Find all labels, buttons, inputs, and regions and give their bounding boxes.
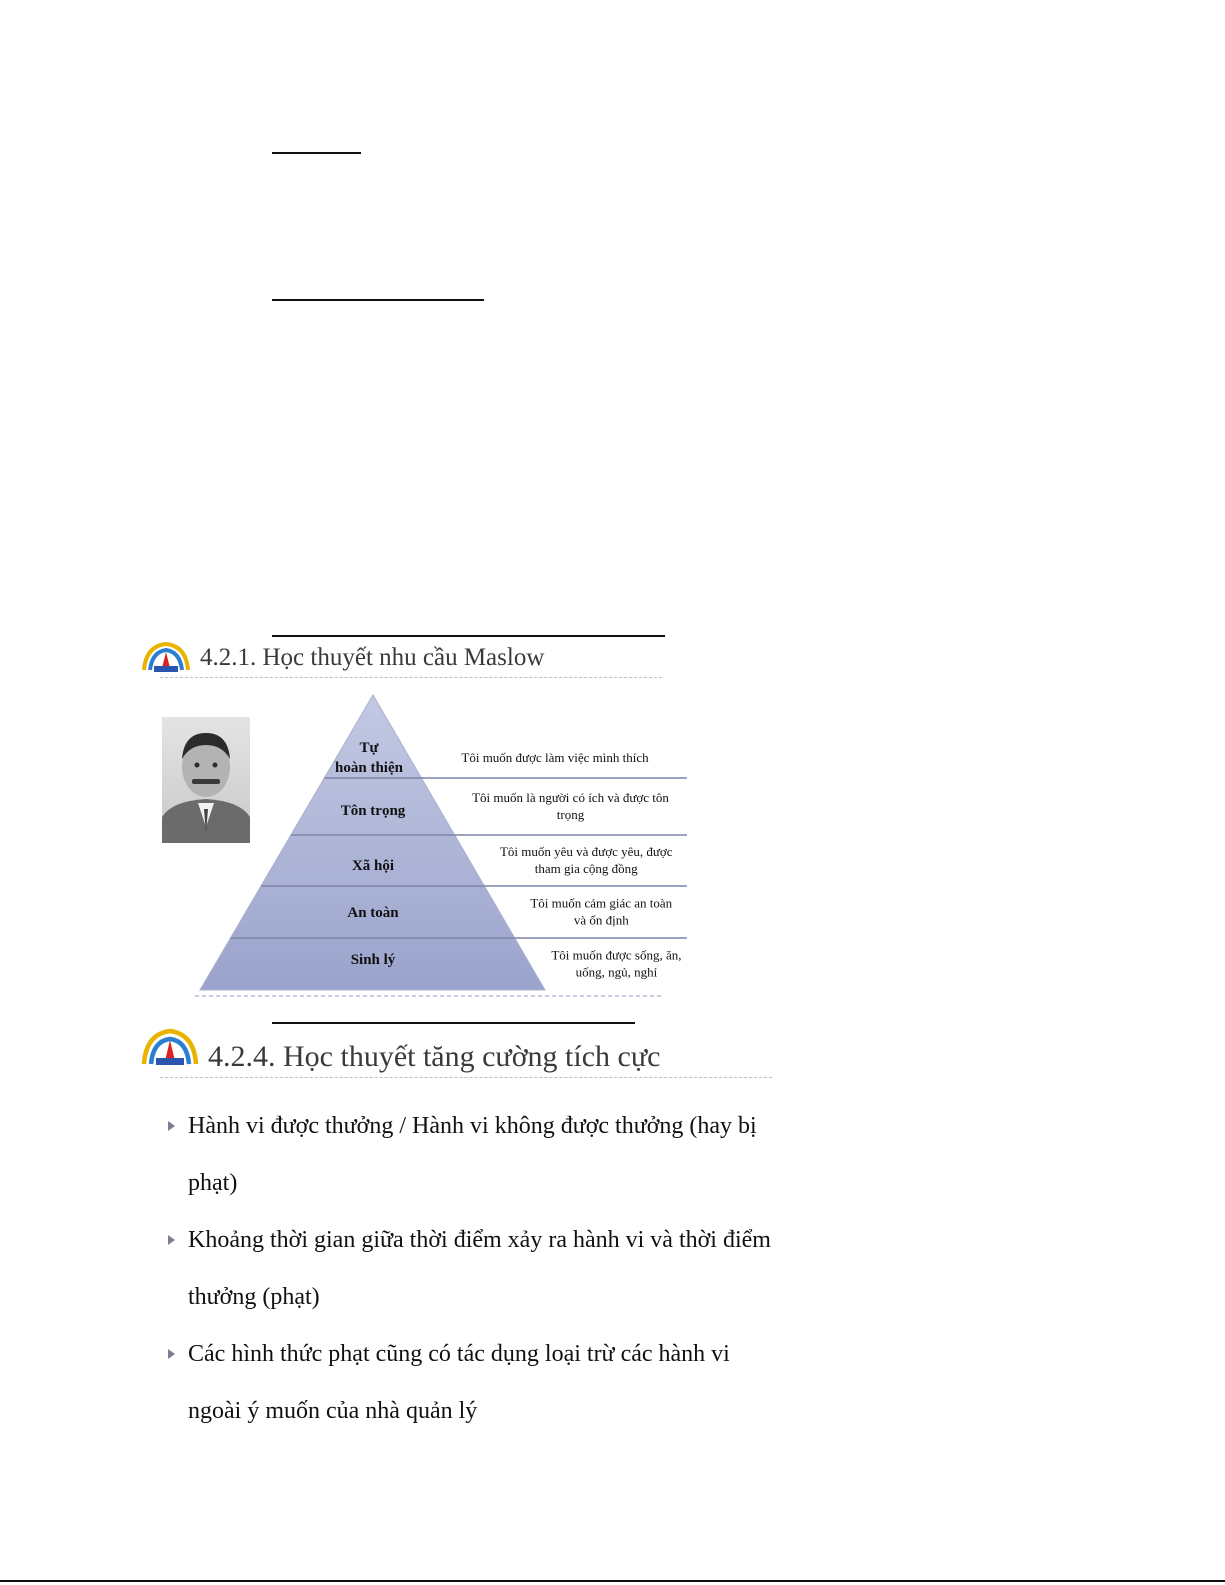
pyramid-level-description: Tôi muốn là người có ích và được tôn (472, 790, 669, 805)
pyramid-level-description: Tôi muốn yêu và được yêu, được (499, 844, 673, 859)
pyramid-level-name: Xã hội (351, 858, 395, 874)
maslow-slide-title: 4.2.1. Học thuyết nhu cầu Maslow (200, 644, 545, 671)
pyramid-level-description: Tôi muốn cảm giác an toàn (530, 895, 673, 911)
maslow-title-divider (160, 677, 662, 678)
underline-rule-1 (272, 152, 361, 154)
list-item (168, 1326, 788, 1440)
underline-rule-4 (272, 1022, 635, 1024)
pyramid-level-name: Tự (359, 740, 379, 756)
pyramid-level-name: An toàn (347, 905, 399, 921)
bullet-text: Khoảng thời gian giữa thời điểm xảy ra hành vi và thời điểm thưởng (phạt) (188, 1227, 771, 1310)
list-item (168, 1212, 788, 1326)
maslow-pyramid (195, 690, 695, 998)
triangle-bullet-icon (168, 1349, 175, 1359)
pyramid-level-description: Tôi muốn được làm việc mình thích (461, 750, 649, 765)
pyramid-level-description: uống, ngủ, nghỉ (575, 964, 658, 980)
underline-rule-3 (272, 635, 665, 637)
neu-logo-icon (140, 1026, 200, 1068)
pyramid-level-description: Tôi muốn được sống, ăn, (551, 947, 682, 963)
pyramid-level-name: Tôn trọng (340, 803, 406, 819)
bullet-text: Các hình thức phạt cũng có tác dụng loại trừ các hành vi ngoài ý muốn của nhà quản lý (188, 1341, 730, 1424)
page-bottom-border (0, 1580, 1225, 1582)
pyramid-level-description: trọng (556, 807, 585, 822)
pyramid-level-description: và ổn định (573, 912, 629, 928)
list-item (168, 1098, 788, 1212)
triangle-bullet-icon (168, 1235, 175, 1245)
underline-rule-2 (272, 299, 484, 301)
triangle-bullet-icon (168, 1121, 175, 1131)
reinforcement-slide-title: 4.2.4. Học thuyết tăng cường tích cực (208, 1040, 661, 1073)
reinforcement-bullet-list (168, 1098, 788, 1440)
reinforcement-title-divider (160, 1077, 772, 1078)
pyramid-level-name: hoàn thiện (335, 760, 403, 776)
bullet-text: Hành vi được thưởng / Hành vi không được thưởng (hay bị phạt) (188, 1113, 757, 1196)
neu-logo-icon (140, 640, 192, 674)
pyramid-level-name: Sinh lý (350, 952, 396, 968)
pyramid-level-description: tham gia cộng đồng (534, 861, 638, 876)
